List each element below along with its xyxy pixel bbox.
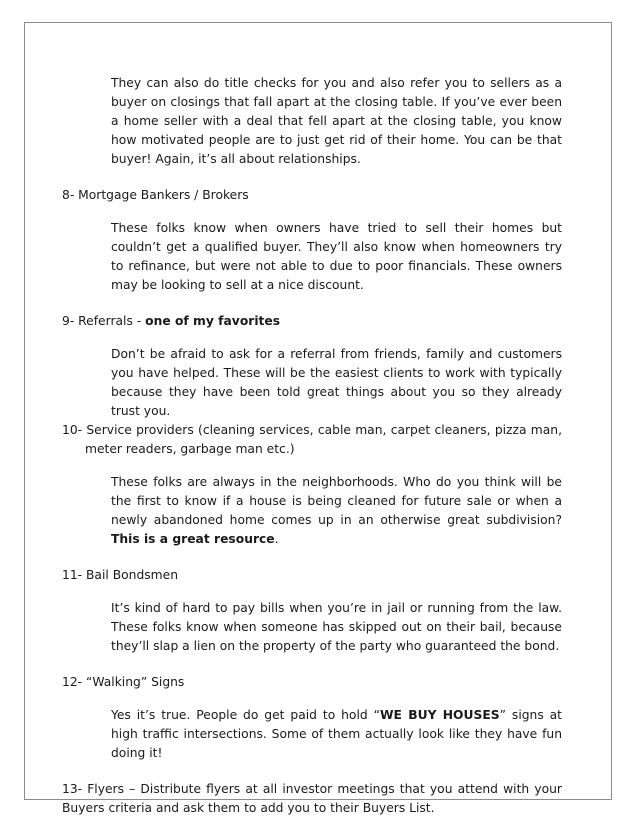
paragraph-service-providers-emphasis: This is a great resource xyxy=(111,532,275,546)
heading-bail-bondsmen: 11- Bail Bondsmen xyxy=(62,568,179,582)
heading-mortgage-bankers: 8- Mortgage Bankers / Brokers xyxy=(62,188,249,202)
paragraph-bail-bondsmen: It’s kind of hard to pay bills when you’re in jail or running from the law. These folks know when someone has skipped out on their bail, because they’ll slap a lien on the property of the party who guaranteed the bond. xyxy=(111,601,562,653)
heading-referrals xyxy=(62,312,562,331)
heading-walking-signs: 12- “Walking” Signs xyxy=(62,675,185,689)
paragraph-flyers: 13- Flyers – Distribute flyers at all investor meetings that you attend with your Buyers criteria and ask them to add you to their Buyers List. xyxy=(62,782,562,815)
paragraph-service-providers-end: . xyxy=(274,532,279,546)
paragraph-walking-signs-text-a: Yes it’s true. People do get paid to hold “ xyxy=(111,708,380,722)
paragraph-walking-signs-text-b: ” signs at high traffic intersections. Some of them actually look like they have fun doing it! xyxy=(111,708,563,760)
paragraph-service-providers-text: These folks are always in the neighborhoods. Who do you think will be the first to know if a house is being cleaned for future sale or when a newly abandoned home comes up in an otherwise great subdivision? xyxy=(111,475,562,527)
heading-service-providers: 10- Service providers (cleaning services, cable man, carpet cleaners, pizza man, meter readers, garbage man etc.) xyxy=(62,423,562,456)
document-body xyxy=(62,74,563,818)
intro-paragraph: They can also do title checks for you and also refer you to sellers as a buyer on closings that fall apart at the closing table. If you’ve ever been a home seller with a deal that fell apart at the closing table, you know how motivated people are to just get rid of their home. You can be that buyer! Again, it’s all about relationships. xyxy=(111,76,562,166)
paragraph-service-providers xyxy=(88,473,562,549)
paragraph-mortgage-bankers: These folks know when owners have tried to sell their homes but couldn’t get a qualified buyer. They’ll also know when homeowners try to refinance, but were not able to due to poor financials. These owners may be looking to sell at a nice discount. xyxy=(111,221,562,292)
paragraph-walking-signs xyxy=(88,706,562,763)
paragraph-referrals: Don’t be afraid to ask for a referral from friends, family and customers you have helped. These will be the easiest clients to work with typically because they have been told great things about you so they already trust you. xyxy=(111,347,562,418)
heading-referrals-label: 9- Referrals - xyxy=(62,314,146,328)
heading-referrals-emphasis: one of my favorites xyxy=(145,314,281,328)
paragraph-walking-signs-emphasis: WE BUY HOUSES xyxy=(379,708,500,722)
